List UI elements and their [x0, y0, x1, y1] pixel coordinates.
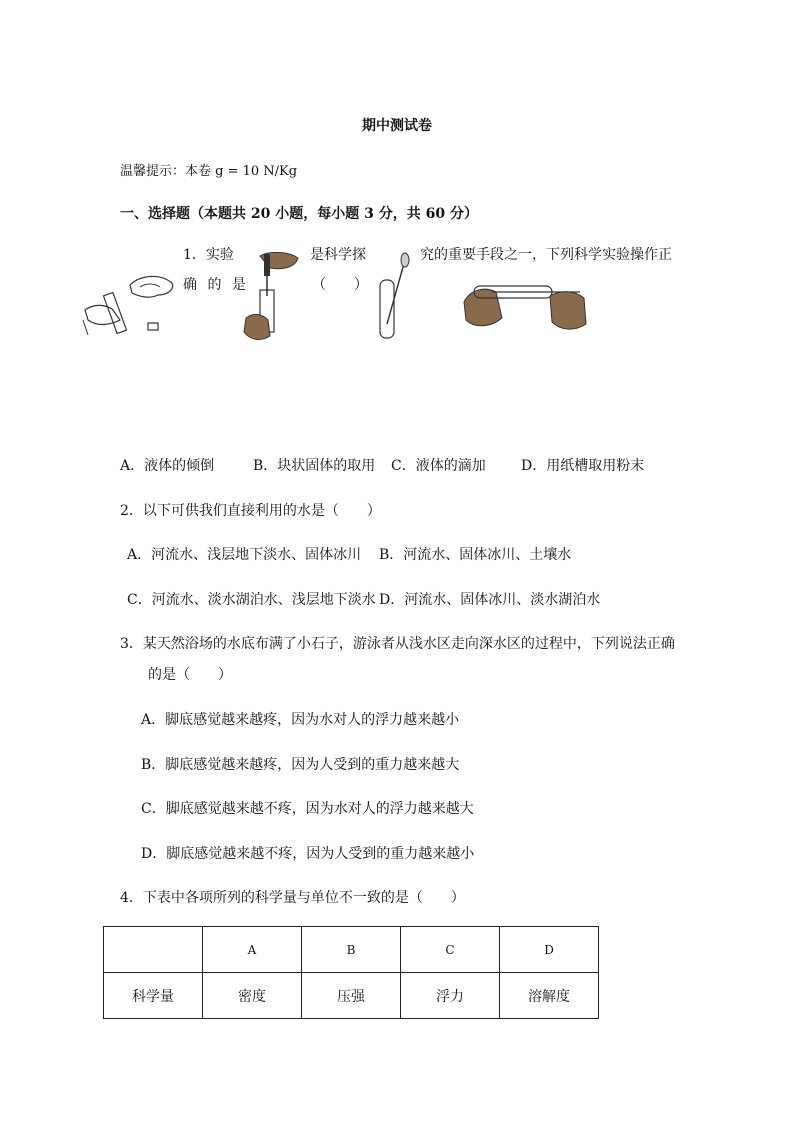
q1-text-3: 究的重要手段之一，下列科学实验操作正 [420, 247, 672, 263]
q1-option-c: C．液体的滴加 [391, 458, 486, 474]
table-cell: 浮力 [401, 973, 500, 1019]
q3-option-b: B．脚底感觉越来越疼，因为人受到的重力越来越大 [141, 757, 460, 773]
q1-text-4: 确 的 是 [183, 277, 249, 293]
table-cell: 压强 [302, 973, 401, 1019]
q2-stem: 2．以下可供我们直接利用的水是（ ） [120, 503, 381, 519]
table-row [104, 973, 599, 1019]
table-cell [104, 927, 203, 973]
table-cell: 密度 [203, 973, 302, 1019]
q1-text-1: 1．实验 [183, 247, 234, 263]
q1-text-2: 是科学探 [310, 247, 366, 263]
test-tube-illustration [375, 252, 415, 342]
page-title: 期中测试卷 [362, 118, 432, 134]
table-cell: D [500, 927, 599, 973]
q3-option-c: C．脚底感觉越来越不疼，因为水对人的浮力越来越大 [141, 801, 474, 817]
q1-option-b: B．块状固体的取用 [253, 458, 376, 474]
table-header-row [104, 927, 599, 973]
pour-liquid-illustration [80, 265, 180, 345]
q4-stem: 4．下表中各项所列的科学量与单位不一致的是（ ） [120, 890, 465, 906]
dropper-illustration [240, 248, 305, 343]
table-cell: 溶解度 [500, 973, 599, 1019]
section-heading: 一、选择题（本题共 20 小题，每小题 3 分，共 60 分） [120, 206, 478, 222]
q3-option-a: A．脚底感觉越来越疼，因为水对人的浮力越来越小 [141, 712, 460, 728]
table-cell: C [401, 927, 500, 973]
q1-option-d: D．用纸槽取用粉末 [521, 458, 645, 474]
table-cell: B [302, 927, 401, 973]
table-cell: 科学量 [104, 973, 203, 1019]
q3-stem-line1: 3．某天然浴场的水底布满了小石子，游泳者从浅水区走向深水区的过程中，下列说法正确 [120, 636, 675, 652]
q2-option-a: A．河流水、浅层地下淡水、固体冰川 [127, 547, 362, 563]
q1-text-5: （ ） [312, 277, 368, 293]
q1-option-a: A．液体的倾倒 [120, 458, 215, 474]
q3-option-d: D．脚底感觉越来越不疼，因为人受到的重力越来越小 [141, 846, 475, 862]
paper-trough-illustration [462, 272, 592, 337]
q2-option-d: D．河流水、固体冰川、淡水湖泊水 [379, 592, 601, 608]
tip-note: 温馨提示：本卷 g = 10 N/Kg [120, 164, 298, 179]
q4-table [103, 926, 599, 1019]
q3-stem-line2: 的是（ ） [148, 667, 232, 683]
table-cell: A [203, 927, 302, 973]
q2-option-c: C．河流水、淡水湖泊水、浅层地下淡水 [127, 592, 376, 608]
q2-option-b: B．河流水、固体冰川、土壤水 [379, 547, 572, 563]
